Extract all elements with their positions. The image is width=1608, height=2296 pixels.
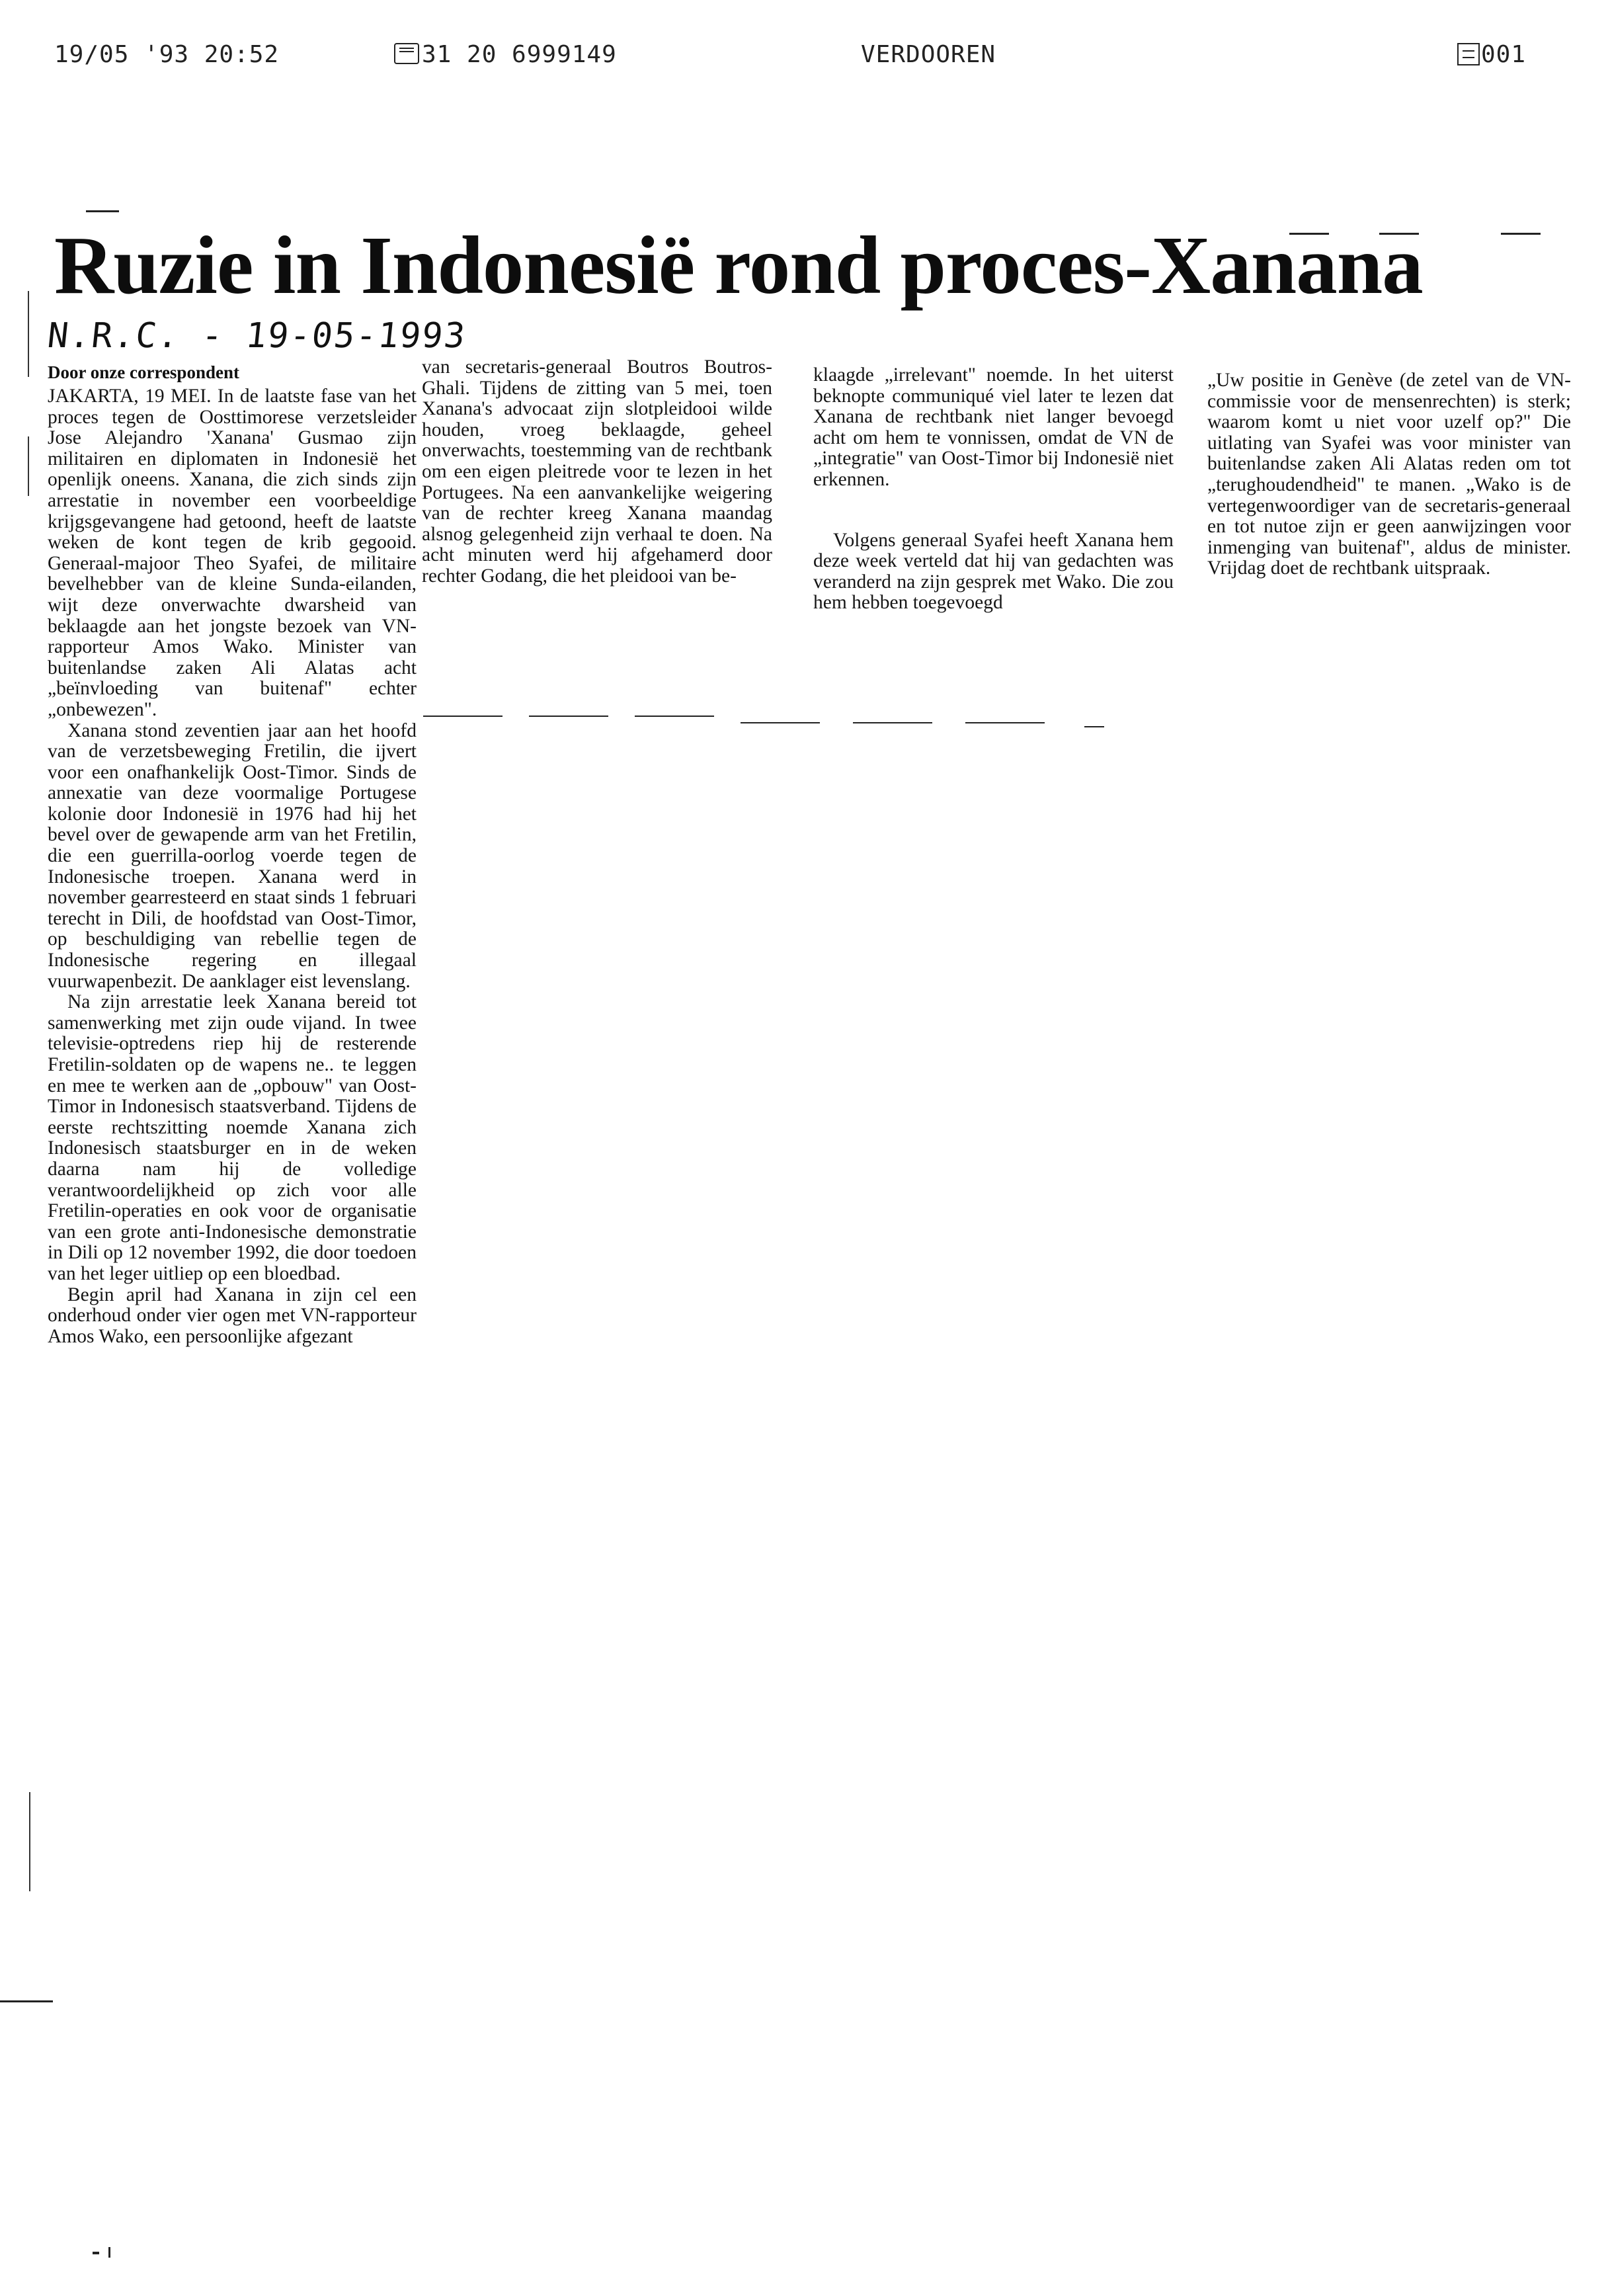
margin-bar [29, 1792, 30, 1891]
article-column-2 [422, 357, 772, 587]
paragraph: klaagde „irrelevant" noemde. In het uiterst beknopte communiqué viel later te lezen dat Xanana de rechtbank niet langer bevoegd acht om hem te vonnissen, omdat de VN de „integratie" van Oost-Timor bij Indonesië niet erkennen. [813, 364, 1174, 490]
headline: Ruzie in Indonesië rond proces-Xanana [54, 220, 1423, 311]
divider [529, 716, 608, 717]
paragraph: van secretaris-generaal Boutros Boutros-Ghali. Tijdens de zitting van 5 mei, toen Xanana's advocaat zijn slotpleidooi wilde houden, vroeg beklaagde, geheel onverwachts, toestemming van de rechtbank om een eigen pleitrede voor te lezen in het Portugees. Na een aanvankelijke weigering van de rechter kreeg Xanana maandag alsnog gelegenheid zijn verhaal te doen. Na acht minuten werd hij afgehamerd door rechter Godang, die het pleidooi van be- [422, 356, 772, 587]
divider [1084, 726, 1104, 727]
divider [635, 716, 714, 717]
divider [741, 722, 820, 723]
divider [423, 716, 502, 717]
divider [853, 722, 932, 723]
fax-phone-number: 31 20 6999149 [422, 41, 617, 68]
handwritten-note: N.R.C. - 19-05-1993 [45, 316, 468, 356]
margin-bar [28, 291, 29, 377]
paragraph: Volgens generaal Syafei heeft Xanana hem deze week verteld dat hij van gedachten was veranderd na zijn gesprek met Wako. Die zou hem hebben toegevoegd [813, 529, 1174, 614]
margin-bar [28, 436, 29, 496]
article-column-1 [48, 386, 417, 1347]
scan-artifact [0, 2000, 53, 2002]
paragraph: „Uw positie in Genève (de zetel van de VN-commissie voor de mensenrechten) is sterk; waarom komt u niet voor uzelf op?" Die uitlating van Syafei was voor minister van buitenlandse zaken Ali Alatas reden om tot „terughoudendheid" te manen. „Wako is de vertegenwoordiger van de secretaris-generaal en tot nutoe zijn er geen aanwijzingen voor inmenging van buitenaf", aldus de minister. Vrijdag doet de rechtbank uitspraak. [1207, 370, 1571, 579]
paragraph: Xanana stond zeventien jaar aan het hoofd van de verzetsbeweging Fretilin, die ijvert voor een onafhankelijk Oost-Timor. Sinds de annexatie van deze voormalige Portugese kolonie door Indonesië in 1976 had hij het bevel over de gewapende arm van het Fretilin, die een guerrilla-oorlog voerde tegen de Indonesische troepen. Xanana werd in november gearresteerd en staat sinds 1 februari terecht in Dili, de hoofdstad van Oost-Timor, op beschuldiging van rebellie tegen de Indonesische regering en illegaal vuurwapenbezit. De aanklager eist levenslang. [48, 719, 417, 992]
fax-page-number: 001 [1481, 41, 1527, 68]
fax-page [1457, 41, 1526, 68]
paragraph: JAKARTA, 19 MEI. In de laatste fase van het proces tegen de Oosttimorese verzetsleider Jose Alejandro 'Xanana' Gusmao zijn militairen en diplomaten in Indonesië het openlijk oneens. Xanana, die zich sinds zijn arrestatie in november een voorbeeldige krijgsgevangene had getoond, heeft de laatste weken de kont tegen de krib gegooid. Generaal-majoor Theo Syafei, de militaire bevelhebber van de kleine Sunda-eilanden, wijt deze onverwachte dwarsheid van beklaagde aan het jongste bezoek van VN-rapporteur Amos Wako. Minister van buitenlandse zaken Ali Alatas acht „beïnvloeding van buitenaf" echter „onbewezen". [48, 386, 417, 720]
fax-page-icon [1457, 43, 1480, 65]
divider [86, 210, 119, 212]
scan-artifact [93, 2252, 99, 2254]
fax-datetime: 19/05 '93 20:52 [54, 41, 280, 68]
fax-sender: VERDOOREN [861, 41, 996, 68]
paragraph: Na zijn arrestatie leek Xanana bereid tot samenwerking met zijn oude vijand. In twee televisie-optredens riep hij de resterende Fretilin-soldaten op de wapens ne.. te leggen en mee te werken aan de „opbouw" van Oost-Timor in Indonesisch staatsverband. Tijdens de eerste rechtszitting noemde Xanana zich Indonesisch staatsburger en in de weken daarna nam hij de volledige verantwoordelijkheid op zich voor alle Fretilin-operaties en ook voor de organisatie van een grote anti-Indonesische demonstratie in Dili op 12 november 1992, die door toedoen van het leger uitliep op een bloedbad. [48, 991, 417, 1284]
fax-phone [394, 41, 617, 68]
byline: Door onze correspondent [48, 362, 239, 382]
article-column-3 [813, 365, 1174, 614]
phone-icon [394, 43, 419, 64]
paragraph: Begin april had Xanana in zijn cel een onderhoud onder vier ogen met VN-rapporteur Amos Wako, een persoonlijke afgezant [48, 1284, 417, 1347]
article-column-4 [1207, 370, 1571, 579]
scan-artifact [108, 2247, 110, 2258]
divider [965, 722, 1045, 723]
